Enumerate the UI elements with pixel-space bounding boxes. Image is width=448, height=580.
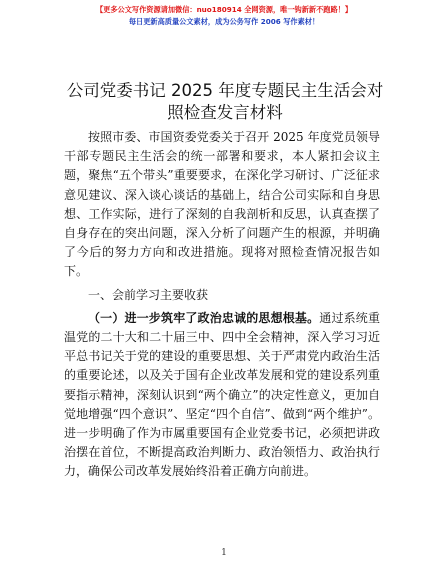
promo-line-2: 每日更新高质量公文素材，成为公务写作 2006 写作素材！ <box>128 17 320 26</box>
promo-banner <box>0 4 448 28</box>
document-body <box>64 128 380 482</box>
item-paragraph <box>64 309 380 482</box>
item-title: （一）进一步筑牢了政治忠诚的思想根基。 <box>88 310 320 325</box>
promo-line-1: 【更多公文写作资源请加微信：nuo180914 全网资源，唯一钩新新不跑路！】 <box>95 5 353 14</box>
page-number: 1 <box>221 548 227 558</box>
document-title: 公司党委书记 2025 年度专题民主生活会对照检查发言材料 <box>66 81 384 122</box>
intro-paragraph: 按照市委、市国资委党委关于召开 2025 年度党员领导干部专题民主生活会的统一部署和要求，本人紧扣会议主题，聚焦“五个带头”重要要求，在深化学习研讨、广泛征求意见建议、深入谈心谈话的基础上，结合公司实际和自身思想、工作实际，进行了深刻的自我剖析和反思，认真查摆了自身存在的突出问题，深入分析了问题产生的根源，并明确了今后的努力方向和改进措施。现将对照检查情况报告如下。 <box>64 130 380 279</box>
section-heading: 一、会前学习主要收获 <box>88 287 209 302</box>
item-body: 通过系统重温党的二十大和二十届三中、四中全会精神，深入学习习近平总书记关于党的建设的重要思想、关于严肃党内政治生活的重要论述，以及关于国有企业改革发展和党的建设系列重要指示精神，深刻认识到“两个确立”的决定性意义，更加自觉地增强“四个意识”、坚定“四个自信”、做到“两个维护”。进一步明确了作为市属重要国有企业党委书记，必须把讲政治摆在首位，不断提高政治判断力、政治领悟力、政治执行力，确保公司改革发展始终沿着正确方向前进。 <box>64 310 380 479</box>
